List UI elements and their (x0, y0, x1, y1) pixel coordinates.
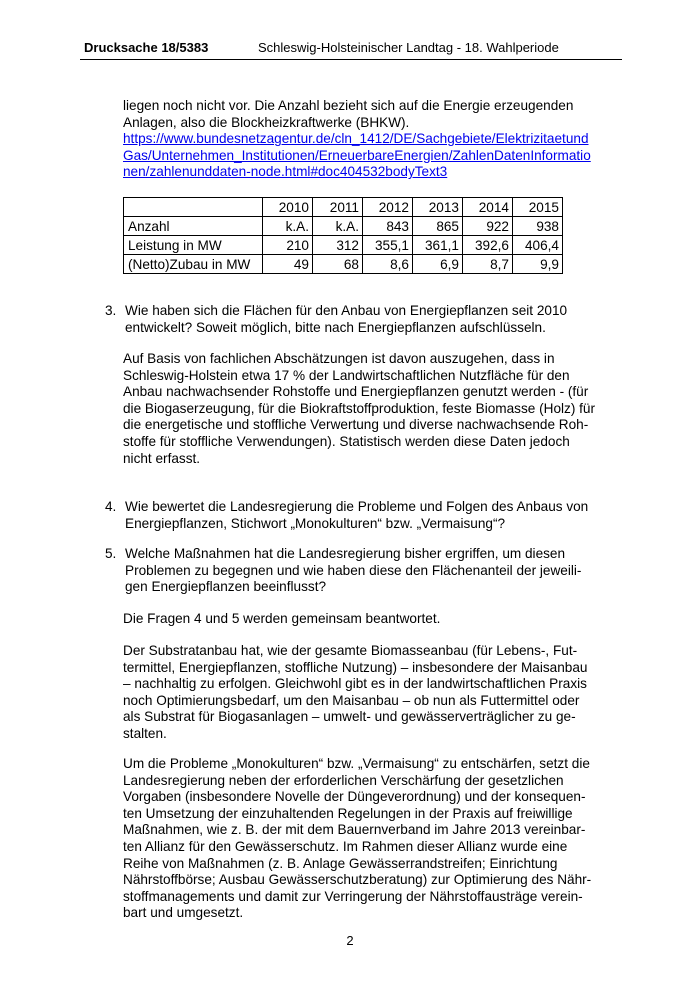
question-line: Problemen zu begegnen und wie haben diese den Flächenanteil der jeweili- (125, 562, 582, 578)
row-label: (Netto)Zubau in MW (124, 255, 263, 274)
table-row (124, 255, 563, 274)
table-cell: 355,1 (363, 236, 413, 255)
table-header-row (124, 198, 563, 217)
year-header: 2012 (363, 198, 413, 217)
table-cell: 922 (463, 217, 513, 236)
intro-paragraph (123, 98, 623, 181)
answer-line: Reihe von Maßnahmen (z. B. Anlage Gewässerrandstreifen; Einrichtung (123, 855, 558, 871)
answer-line: Auf Basis von fachlichen Abschätzungen ist davon auszugehen, dass in (123, 351, 555, 366)
answer-line: Maßnahmen, wie z. B. der mit dem Bauernverband im Jahre 2013 vereinbar- (123, 822, 586, 838)
answer-line: Schleswig-Holstein etwa 17 % der Landwirtschaftlichen Nutzfläche für den (123, 367, 570, 383)
question-line: gen Energiepflanzen beeinflusst? (125, 579, 327, 595)
answer-line: nicht erfasst. (123, 450, 201, 466)
table-cell: 865 (413, 217, 463, 236)
year-header: 2010 (263, 198, 313, 217)
question-line: Wie bewertet die Landesregierung die Probleme und Folgen des Anbaus von (125, 499, 589, 514)
table-cell: 8,6 (363, 255, 413, 274)
answer-4-5-paragraph-2 (123, 756, 623, 922)
source-link[interactable] (123, 131, 623, 181)
answer-line: Der Substratanbau hat, wie der gesamte Biomasseanbau (für Lebens-, Fut- (123, 643, 578, 658)
answer-4-5-paragraph-1 (123, 643, 623, 743)
table-cell: 361,1 (413, 236, 463, 255)
answer-line: Nährstoffbörse; Ausbau Gewässerschutzberatung) zur Optimierung des Nähr- (123, 872, 592, 888)
intro-line: liegen noch nicht vor. Die Anzahl bezieht sich auf die Energie erzeugenden (123, 98, 574, 113)
drucksache-number: Drucksache 18/5383 (84, 40, 209, 55)
answer-line: ten Allianz für den Gewässerschutz. Im Rahmen dieser Allianz wurde eine (123, 838, 568, 854)
answer-line: die Biogaserzeugung, für die Biokraftstoffproduktion, feste Biomasse (Holz) für (123, 400, 595, 416)
question-line: Energiepflanzen, Stichwort „Monokulturen“ bzw. „Vermaisung“? (125, 515, 506, 531)
answer-line: Landesregierung neben der erforderlichen Verschärfung der gesetzlichen (123, 772, 564, 788)
question-line: Wie haben sich die Flächen für den Anbau von Energiepflanzen seit 2010 (125, 303, 568, 318)
year-header: 2014 (463, 198, 513, 217)
row-label: Leistung in MW (124, 236, 263, 255)
answer-line: bart und umgesetzt. (123, 905, 244, 921)
question-text (125, 303, 625, 336)
table-row (124, 236, 563, 255)
table-cell: 6,9 (413, 255, 463, 274)
answer-line: Anbau nachwachsender Rohstoffe und Energiepflanzen genutzt werden - (für (123, 384, 589, 400)
table-cell: k.A. (313, 217, 363, 236)
question-number: 3. (105, 303, 117, 318)
intro-line: Anlagen, also die Blockheizkraftwerke (BHKW). (123, 114, 410, 130)
answer-4-5-intro: Die Fragen 4 und 5 werden gemeinsam beantwortet. (123, 611, 441, 626)
table-row (124, 217, 563, 236)
source-link-line[interactable]: nen/zahlenunddaten-node.html#doc404532bodyText3 (123, 164, 448, 180)
answer-line: ten Umsetzung der einzuhaltenden Regelungen in der Praxis auf freiwillige (123, 805, 573, 821)
question-text (125, 546, 625, 596)
answer-line: noch Optimierungsbedarf, um den Maisanbau – ob nun als Futtermittel oder (123, 692, 580, 708)
header-divider (80, 59, 622, 60)
answer-line: stoffe für stoffliche Verwendungen). Statistisch werden diese Daten jedoch (123, 433, 570, 449)
question-line: Welche Maßnahmen hat die Landesregierung bisher ergriffen, um diesen (125, 546, 566, 561)
question-number: 5. (105, 546, 117, 561)
year-header: 2011 (313, 198, 363, 217)
answer-line: stoffmanagements und damit zur Verringerung der Nährstoffausträge verein- (123, 888, 583, 904)
page-number: 2 (346, 933, 354, 948)
table-cell: 392,6 (463, 236, 513, 255)
table-cell: 49 (263, 255, 313, 274)
answer-line: – nachhaltig zu erfolgen. Gleichwohl gibt es in der landwirtschaftlichen Praxis (123, 676, 587, 692)
answer-line: als Substrat für Biogasanlagen – umwelt- und gewässerverträglicher zu ge- (123, 709, 576, 725)
table-corner-cell (124, 198, 263, 217)
answer-line: termittel, Energiepflanzen, stoffliche Nutzung) – insbesondere der Maisanbau (123, 659, 588, 675)
answer-3 (123, 351, 623, 467)
source-link-line[interactable]: https://www.bundesnetzagentur.de/cln_1412/DE/Sachgebiete/Elektrizitaetund (123, 131, 589, 147)
question-line: entwickelt? Soweit möglich, bitte nach Energiepflanzen aufschlüsseln. (125, 319, 546, 335)
answer-line: Um die Probleme „Monokulturen“ bzw. „Vermaisung“ zu entschärfen, setzt die (123, 756, 590, 771)
answer-line: die energetische und stoffliche Verwertung und diverse nachwachsende Roh- (123, 417, 589, 433)
question-text (125, 499, 625, 532)
year-header: 2015 (513, 198, 563, 217)
year-header: 2013 (413, 198, 463, 217)
source-link-line[interactable]: Gas/Unternehmen_Institutionen/ErneuerbareEnergien/ZahlenDatenInformatio (123, 147, 591, 163)
table-cell: 8,7 (463, 255, 513, 274)
table-cell: k.A. (263, 217, 313, 236)
answer-line: stalten. (123, 725, 167, 741)
table-cell: 843 (363, 217, 413, 236)
table-cell: 312 (313, 236, 363, 255)
question-number: 4. (105, 499, 117, 514)
bhkw-table (123, 197, 563, 274)
table-cell: 9,9 (513, 255, 563, 274)
landtag-title: Schleswig-Holsteinischer Landtag - 18. Wahlperiode (258, 40, 559, 55)
table-cell: 68 (313, 255, 363, 274)
row-label: Anzahl (124, 217, 263, 236)
table-cell: 406,4 (513, 236, 563, 255)
answer-line: Vorgaben (insbesondere Novelle der Düngeverordnung) und der konsequen- (123, 789, 586, 805)
table-cell: 210 (263, 236, 313, 255)
table-cell: 938 (513, 217, 563, 236)
